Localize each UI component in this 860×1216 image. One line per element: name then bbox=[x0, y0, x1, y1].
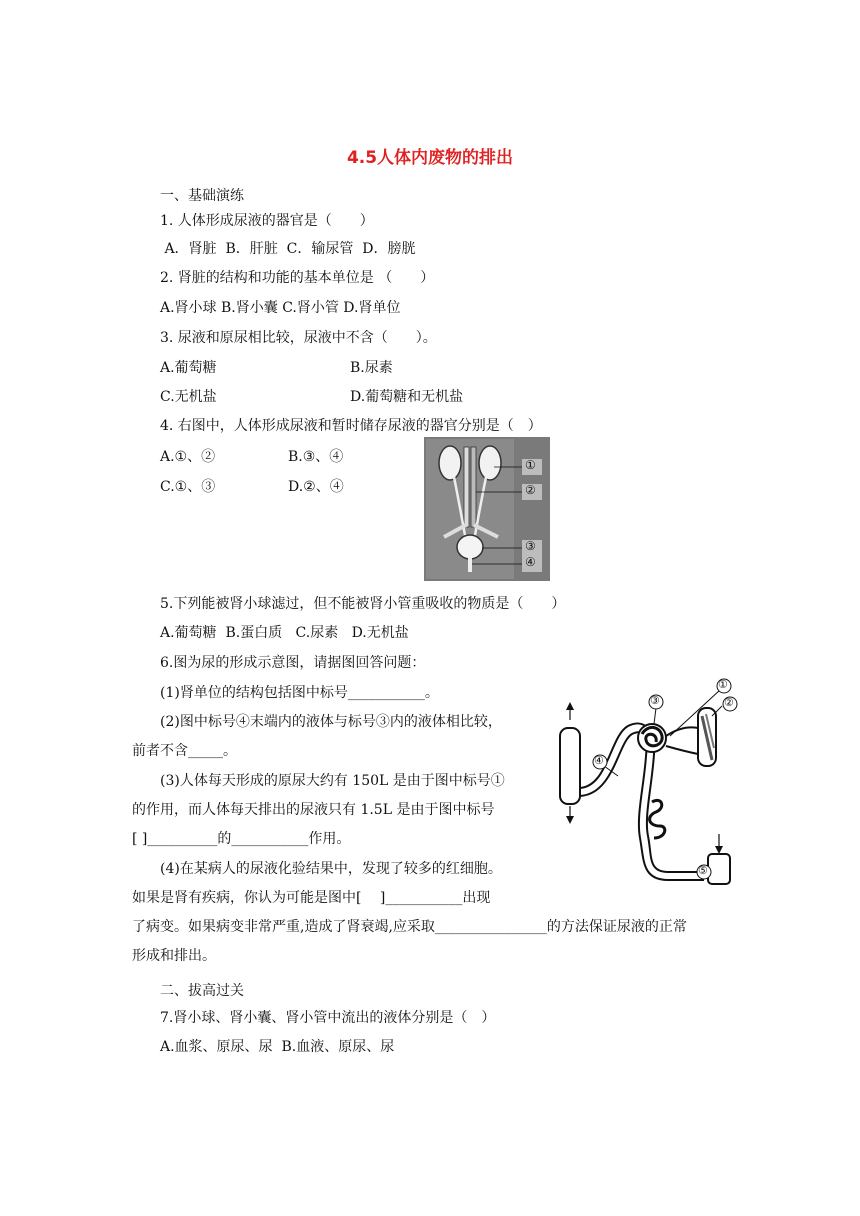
figure-label: ② bbox=[724, 696, 734, 709]
question-2-stem: 2. 肾脏的结构和功能的基本单位是 （ ） bbox=[160, 270, 435, 286]
question-4-option-c: C.①、③ bbox=[160, 479, 216, 495]
question-3-option-c: C.无机盐 bbox=[160, 389, 217, 405]
question-6-part-3-cont: [ ]__________的___________作用。 bbox=[132, 831, 351, 847]
question-3-option-a: A.葡萄糖 bbox=[160, 360, 217, 376]
question-7-options: A.血浆、原尿、尿 B.血液、原尿、尿 bbox=[160, 1039, 395, 1055]
question-4-option-a: A.①、② bbox=[160, 449, 216, 465]
question-6-part-4-cont: 了病变。如果病变非常严重,造成了肾衰竭,应采取________________的方法保证尿液的正常 bbox=[132, 919, 687, 935]
question-5-stem: 5.下列能被肾小球滤过，但不能被肾小管重吸收的物质是（ ） bbox=[160, 596, 566, 612]
urinary-system-figure bbox=[424, 437, 550, 581]
question-6-stem: 6.图为尿的形成示意图，请据图回答问题： bbox=[160, 655, 426, 671]
nephron-figure bbox=[548, 676, 760, 902]
question-1-stem: 1. 人体形成尿液的器官是（ ） bbox=[160, 213, 374, 229]
question-6-part-4: (4)在某病人的尿液化验结果中，发现了较多的红细胞。 bbox=[160, 861, 502, 877]
question-1-options: A．肾脏 B．肝脏 C．输尿管 D．膀胱 bbox=[160, 241, 416, 257]
figure-label: ⑤ bbox=[698, 864, 708, 877]
section-heading: 二、拔高过关 bbox=[160, 983, 244, 999]
question-4-stem: 4. 右图中，人体形成尿液和暂时储存尿液的器官分别是（ ） bbox=[160, 418, 542, 434]
page-title: 4.5人体内废物的排出 bbox=[346, 148, 514, 168]
question-4-option-d: D.②、④ bbox=[288, 479, 344, 495]
question-6-part-4-cont: 形成和排出。 bbox=[132, 948, 216, 964]
figure-label: ④ bbox=[525, 555, 536, 569]
question-6-part-2-cont: 前者不含_____。 bbox=[132, 743, 237, 759]
question-6-part-4-cont: 如果是肾有疾病，你认为可能是图中[ ]___________出现 bbox=[132, 890, 491, 906]
question-3-option-d: D.葡萄糖和无机盐 bbox=[350, 389, 464, 405]
question-6-part-3-cont: 的作用，而人体每天排出的尿液只有 1.5L 是由于图中标号 bbox=[132, 802, 495, 818]
question-5-options: A.葡萄糖 B.蛋白质 C.尿素 D.无机盐 bbox=[160, 625, 409, 641]
figure-label: ③ bbox=[525, 539, 536, 553]
question-6-part-1: (1)肾单位的结构包括图中标号___________。 bbox=[160, 685, 439, 701]
question-3-option-b: B.尿素 bbox=[350, 360, 393, 376]
figure-label: ④ bbox=[594, 754, 604, 767]
question-6-part-3: (3)人体每天形成的原尿大约有 150L 是由于图中标号① bbox=[160, 773, 505, 789]
question-2-options: A.肾小球 B.肾小囊 C.肾小管 D.肾单位 bbox=[160, 300, 401, 316]
figure-label: ① bbox=[718, 678, 728, 691]
question-6-part-2: (2)图中标号④末端内的液体与标号③内的液体相比较， bbox=[160, 714, 502, 730]
figure-label: ③ bbox=[650, 694, 660, 707]
question-4-option-b: B.③、④ bbox=[288, 449, 344, 465]
figure-label: ① bbox=[525, 458, 536, 472]
question-7-stem: 7.肾小球、肾小囊、肾小管中流出的液体分别是（ ） bbox=[160, 1010, 496, 1026]
question-3-stem: 3. 尿液和原尿相比较，尿液中不含（ ）。 bbox=[160, 330, 437, 346]
section-heading: 一、基础演练 bbox=[160, 188, 244, 204]
figure-label: ② bbox=[525, 483, 536, 497]
